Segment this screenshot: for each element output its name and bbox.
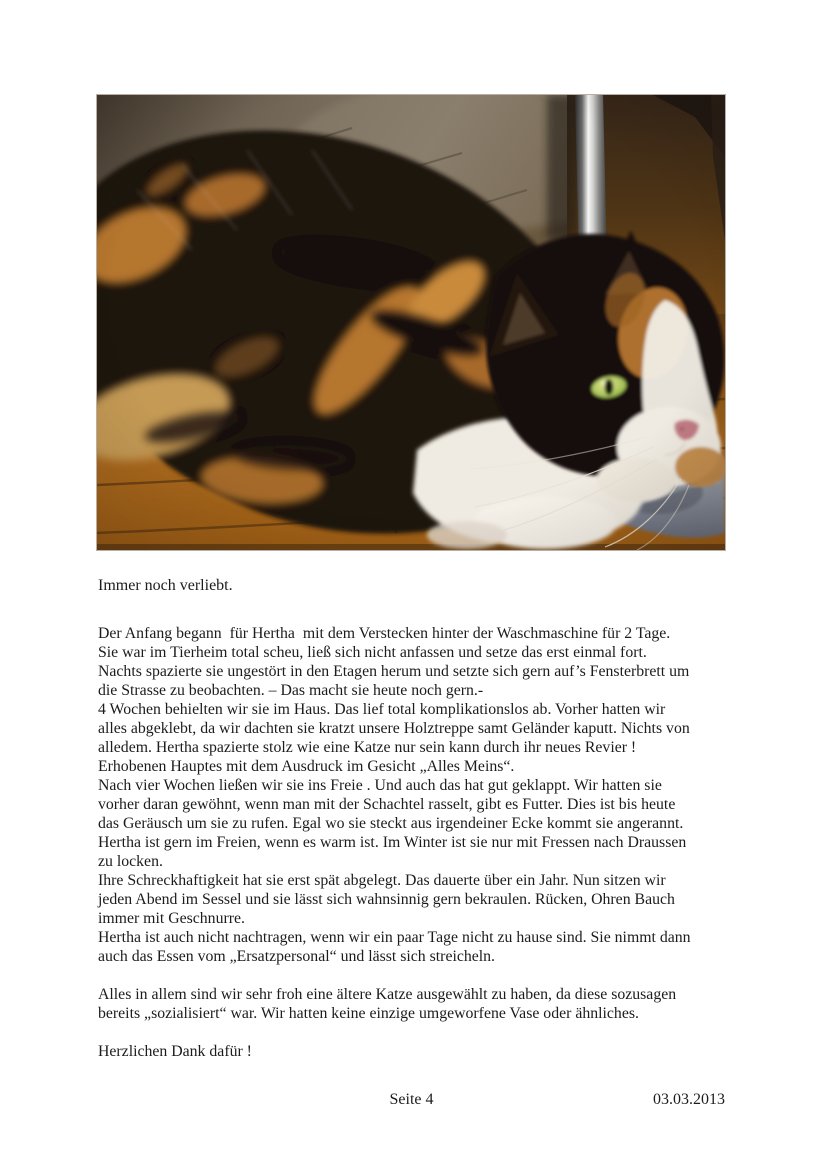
paragraph-3 — [98, 1042, 798, 1061]
text-line: immer mit Geschnurre. — [98, 910, 245, 927]
text-line: das Geräusch um sie zu rufen. Egal wo sie steckt aus irgendeiner Ecke kommt sie angerannt. — [98, 815, 684, 832]
text-line: Sie war im Tierheim total scheu, ließ sich nicht anfassen und setze das erst einmal fort. — [98, 644, 647, 661]
text-line: alles abgeklebt, da wir dachten sie kratzt unsere Holztreppe samt Geländer kaputt. Nichts von — [98, 720, 690, 737]
cat-photo-drawing — [97, 95, 725, 550]
text-line: zu locken. — [98, 853, 163, 870]
text-line: bereits „sozialisiert“ war. Wir hatten keine einzige umgeworfene Vase oder ähnliches. — [98, 1005, 639, 1022]
text-line: Nachts spazierte sie ungestört in den Etagen herum und setzte sich gern auf’s Fensterbrett um — [98, 663, 690, 680]
paragraph-2 — [98, 985, 798, 1023]
text-line: Erhobenen Hauptes mit dem Ausdruck im Gesicht „Alles Meins“. — [98, 758, 515, 775]
text-line: Herzlichen Dank dafür ! — [98, 1043, 252, 1060]
text-line: die Strasse zu beobachten. – Das macht sie heute noch gern.- — [98, 682, 484, 699]
body-text — [98, 624, 798, 1061]
text-line: Der Anfang begann für Hertha mit dem Verstecken hinter der Waschmaschine für 2 Tage. — [98, 625, 671, 642]
text-line: Nach vier Wochen ließen wir sie ins Freie . Und auch das hat gut geklappt. Wir hatten sie — [98, 777, 662, 794]
text-line: Hertha ist gern im Freien, wenn es warm ist. Im Winter ist sie nur mit Fressen nach Draussen — [98, 834, 687, 851]
footer-date: 03.03.2013 — [653, 1091, 725, 1108]
text-line: Hertha ist auch nicht nachtragen, wenn wir ein paar Tage nicht zu hause sind. Sie nimmt dann — [98, 929, 691, 946]
text-line: Alles in allem sind wir sehr froh eine ältere Katze ausgewählt zu haben, da diese sozusagen — [98, 986, 677, 1003]
text-line: vorher daran gewöhnt, wenn man mit der Schachtel rasselt, gibt es Futter. Dies ist bis heute — [98, 796, 676, 813]
photo-caption: Immer noch verliebt. — [98, 577, 233, 594]
cat-photo — [97, 95, 725, 550]
page-number: Seite 4 — [389, 1091, 434, 1108]
text-line: 4 Wochen behielten wir sie im Haus. Das lief total komplikationslos ab. Vorher hatten wir — [98, 701, 666, 718]
text-line: auch das Essen vom „Ersatzpersonal“ und lässt sich streicheln. — [98, 948, 495, 965]
page-footer — [98, 1091, 725, 1111]
text-line: jeden Abend im Sessel und sie lässt sich wahnsinnig gern bekraulen. Rücken, Ohren Bauch — [98, 891, 675, 908]
photo-vignette — [97, 95, 725, 550]
paragraph-1 — [98, 624, 798, 966]
text-line: Ihre Schreckhaftigkeit hat sie erst spät abgelegt. Das dauerte über ein Jahr. Nun sitzen wir — [98, 872, 666, 889]
text-line: alledem. Hertha spazierte stolz wie eine Katze nur sein kann durch ihr neues Revier ! — [98, 739, 637, 756]
